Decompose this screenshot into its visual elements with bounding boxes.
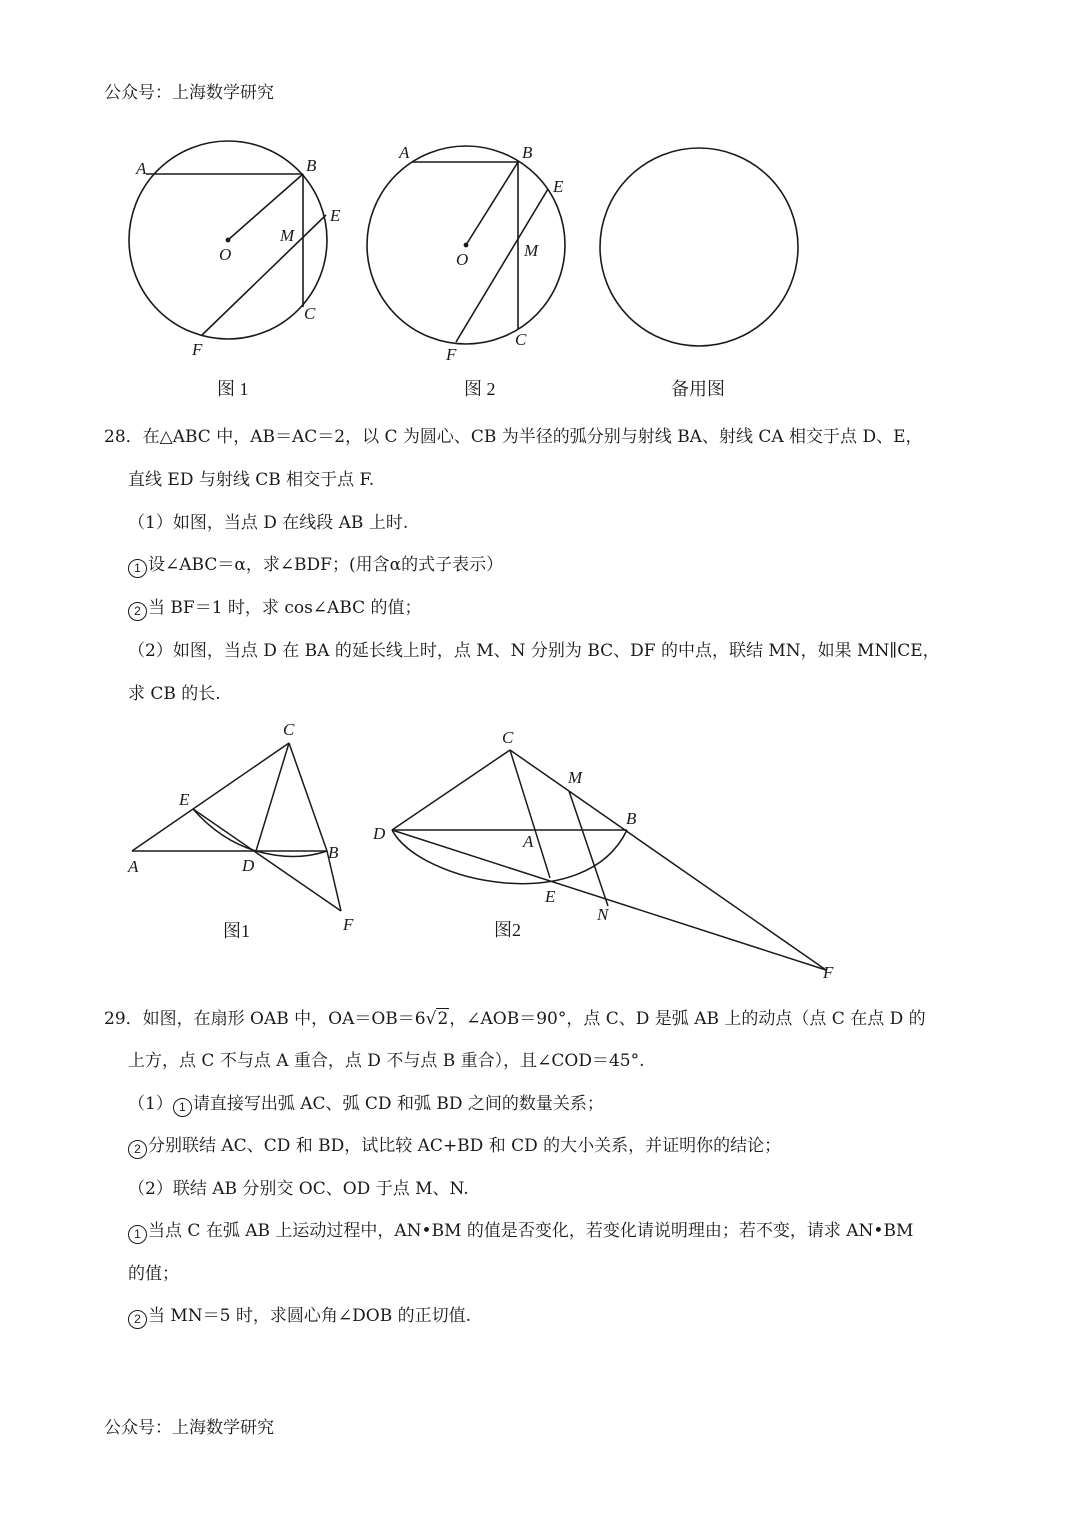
circle-spare-figure (590, 135, 820, 399)
q29-part1-prefix: （1） (128, 1094, 173, 1114)
q29-part2-1-cont: 的值； (128, 1264, 179, 1284)
label-b: B (328, 843, 339, 862)
label-b: B (306, 156, 317, 175)
label-a: A (523, 832, 534, 851)
spare-circle (600, 148, 798, 346)
chord-ef (456, 189, 548, 342)
q28-line1: 28．在△ABC 中，AB＝AC＝2，以 C 为圆心、CB 为半径的弧分别与射线 BA、射线 CA 相交于点 D、E， (104, 427, 923, 447)
circled-number-2: 2 (128, 602, 147, 621)
label-f: F (446, 345, 457, 364)
q28-line2: 直线 ED 与射线 CB 相交于点 F. (128, 470, 375, 490)
segment-cd (256, 743, 289, 851)
sqrt-sign: √ (425, 1009, 437, 1029)
q29-part2-1 (128, 1216, 913, 1244)
circled-number-2: 2 (128, 1310, 147, 1329)
label-f: F (823, 963, 834, 982)
label-a: A (136, 159, 147, 178)
label-d: D (373, 824, 386, 843)
q28-part1-1-text: 设∠ABC＝α，求∠BDF；(用含α的式子表示） (148, 555, 504, 575)
triangle-figure-2 (370, 720, 850, 985)
q29-part2: （2）联结 AB 分别交 OC、OD 于点 M、N. (128, 1179, 469, 1199)
arc-db (256, 851, 327, 857)
circled-number-1: 1 (128, 559, 147, 578)
q28-part2-line1: （2）如图，当点 D 在 BA 的延长线上时，点 M、N 分别为 BC、DF 的中点，联结 MN，如果 MN∥CE， (128, 641, 940, 661)
label-e: E (545, 887, 556, 906)
q29-part1-2-text: 分别联结 AC、CD 和 BD，试比较 AC+BD 和 CD 的大小关系，并证明你的结论； (148, 1136, 782, 1156)
point-o (464, 243, 469, 248)
point-o (226, 238, 231, 243)
label-e: E (179, 790, 190, 809)
q29-part2-1-text: 当点 C 在弧 AB 上运动过程中，AN•BM 的值是否变化，若变化请说明理由；若不变，请求 AN•BM (148, 1221, 914, 1241)
q29-part1-2 (128, 1131, 781, 1159)
label-o: O (456, 250, 469, 269)
label-o: O (219, 245, 232, 264)
label-m: M (524, 241, 539, 260)
line-ef (193, 809, 341, 911)
q29-line1-start: 29．如图，在扇形 OAB 中，OA＝OB＝6 (104, 1009, 426, 1029)
segment-ce (510, 750, 550, 878)
caption-fig1: 图 1 (217, 379, 249, 399)
sqrt-radicand: 2 (437, 1009, 449, 1029)
caption-fig2: 图 2 (464, 379, 496, 399)
q29-line1 (104, 1004, 926, 1029)
segment-ac (132, 743, 289, 851)
label-e: E (330, 206, 341, 225)
label-e: E (553, 177, 564, 196)
caption-fig1: 图1 (223, 921, 250, 941)
label-d: D (242, 856, 255, 875)
triangle-figure-1 (120, 715, 370, 955)
q29-part2-2-text: 当 MN＝5 时，求圆心角∠DOB 的正切值. (148, 1306, 472, 1326)
q29-line2: 上方，点 C 不与点 A 重合，点 D 不与点 B 重合），且∠COD＝45°. (128, 1051, 645, 1071)
label-f: F (343, 915, 354, 934)
label-c: C (502, 728, 514, 747)
label-a: A (399, 143, 410, 162)
label-a: A (128, 857, 139, 876)
q28-part2-line2: 求 CB 的长. (128, 684, 221, 704)
label-c: C (283, 720, 295, 739)
label-m: M (568, 768, 583, 787)
q29-part2-2 (128, 1301, 471, 1329)
circle-figure-2 (360, 135, 590, 399)
circled-number-1: 1 (128, 1225, 147, 1244)
page-footer: 公众号：上海数学研究 (104, 1418, 274, 1438)
label-n: N (597, 905, 609, 924)
segment-ob (466, 162, 518, 245)
circled-number-1: 1 (173, 1098, 192, 1117)
q28-part1-2 (128, 593, 422, 621)
label-m: M (280, 226, 295, 245)
label-c: C (515, 330, 527, 349)
label-b: B (626, 809, 637, 828)
q29-part1-1-text: 请直接写出弧 AC、弧 CD 和弧 BD 之间的数量关系； (192, 1094, 604, 1114)
label-c: C (304, 304, 316, 323)
caption-spare: 备用图 (671, 379, 725, 399)
caption-fig2: 图2 (494, 920, 521, 940)
q28-part1-2-text: 当 BF＝1 时，求 cos∠ABC 的值； (148, 598, 422, 618)
line-df (392, 830, 826, 970)
q29-part1-1 (128, 1089, 604, 1117)
circle-figure-1 (120, 135, 350, 399)
q28-part1: （1）如图，当点 D 在线段 AB 上时. (128, 513, 409, 533)
page-header: 公众号：上海数学研究 (104, 83, 274, 103)
label-b: B (522, 143, 533, 162)
segment-dc (392, 750, 510, 830)
circled-number-2: 2 (128, 1140, 147, 1159)
q29-line1-end: ，∠AOB＝90°，点 C、D 是弧 AB 上的动点（点 C 在点 D 的 (449, 1009, 926, 1029)
segment-cb (289, 743, 327, 851)
label-f: F (192, 340, 203, 359)
ray-cf (510, 750, 826, 970)
q28-part1-1 (128, 550, 503, 578)
